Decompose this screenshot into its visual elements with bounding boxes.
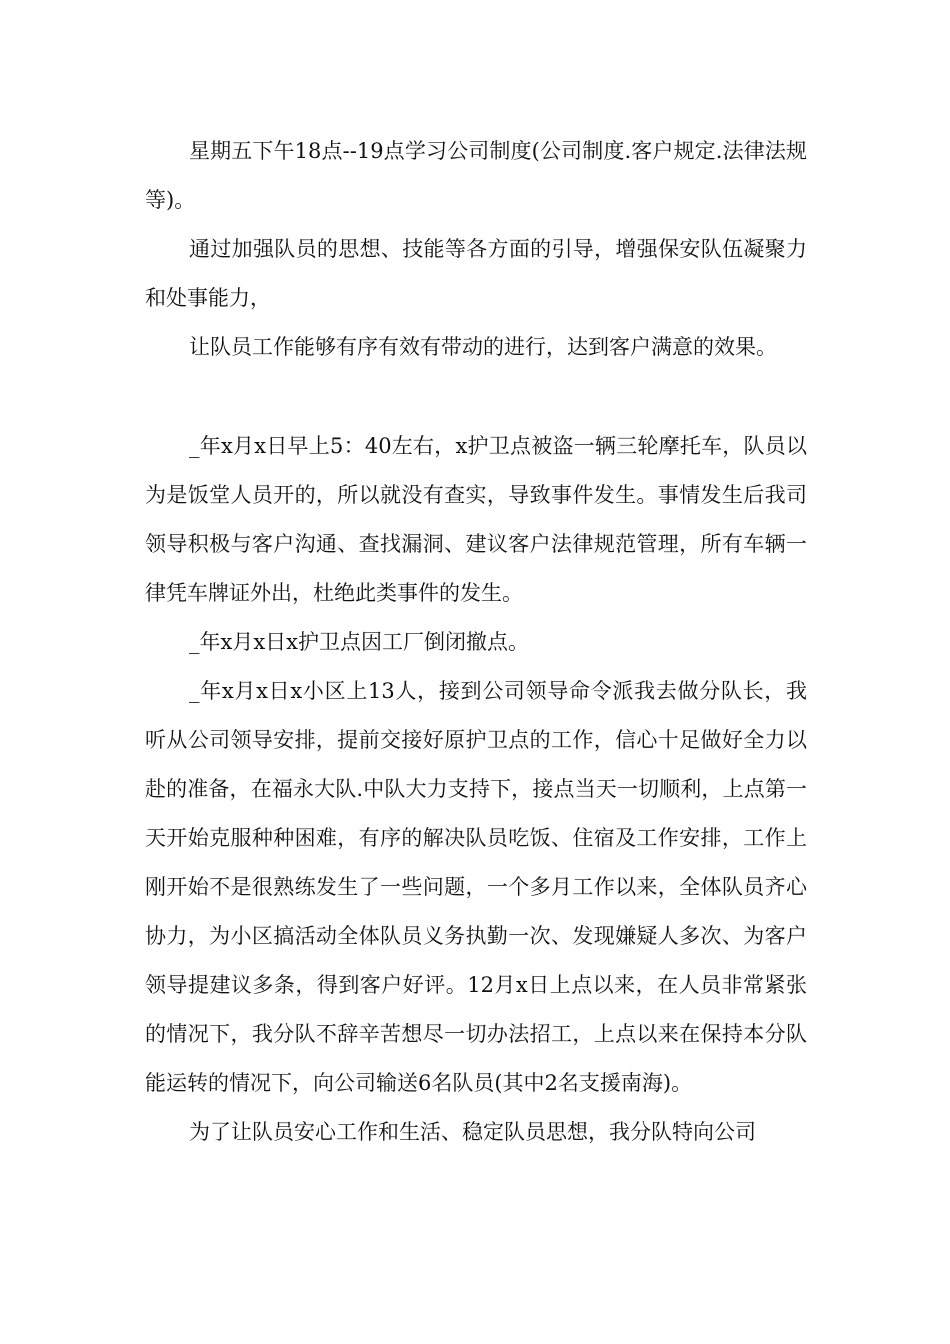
paragraph-squad-leader: _年x月x日x小区上13人，接到公司领导命令派我去做分队长，我听从公司领导安排，提前交接好原护卫点的工作，信心十足做好全力以赴的准备，在福永大队.中队大力支持下，接点当天一切顺利，上点第一天开始克服种种困难，有序的解决队员吃饭、住宿及工作安排，工作上刚开始不是很熟练发生了一些问题，一个多月工作以来，全体队员齐心协力，为小区搞活动全体队员义务执勤一次、发现嫌疑人多次、为客户领导提建议多条，得到客户好评。12月x日上点以来，在人员非常紧张的情况下，我分队不辞辛苦想尽一切办法招工，上点以来在保持本分队能运转的情况下，向公司输送6名队员(其中2名支援南海)。: [145, 679, 807, 1095]
paragraph-post-closed: _年x月x日x护卫点因工厂倒闭撤点。: [189, 630, 530, 654]
document-body: [145, 127, 807, 1157]
paragraph-goal: 让队员工作能够有序有效有带动的进行，达到客户满意的效果。: [189, 335, 777, 359]
section-gap: [145, 372, 807, 422]
paragraph-guidance: 通过加强队员的思想、技能等各方面的引导，增强保安队伍凝聚力和处事能力，: [145, 237, 807, 310]
paragraph-theft-incident: _年x月x日早上5：40左右，x护卫点被盗一辆三轮摩托车，队员以为是饭堂人员开的，所以就没有查实，导致事件发生。事情发生后我司领导积极与客户沟通、查找漏洞、建议客户法律规范管理，所有车辆一律凭车牌证外出，杜绝此类事件的发生。: [145, 434, 807, 605]
paragraph-welfare: 为了让队员安心工作和生活、稳定队员思想，我分队特向公司: [189, 1120, 756, 1144]
paragraph-study-schedule: 星期五下午18点--19点学习公司制度(公司制度.客户规定.法律法规等)。: [145, 139, 807, 212]
